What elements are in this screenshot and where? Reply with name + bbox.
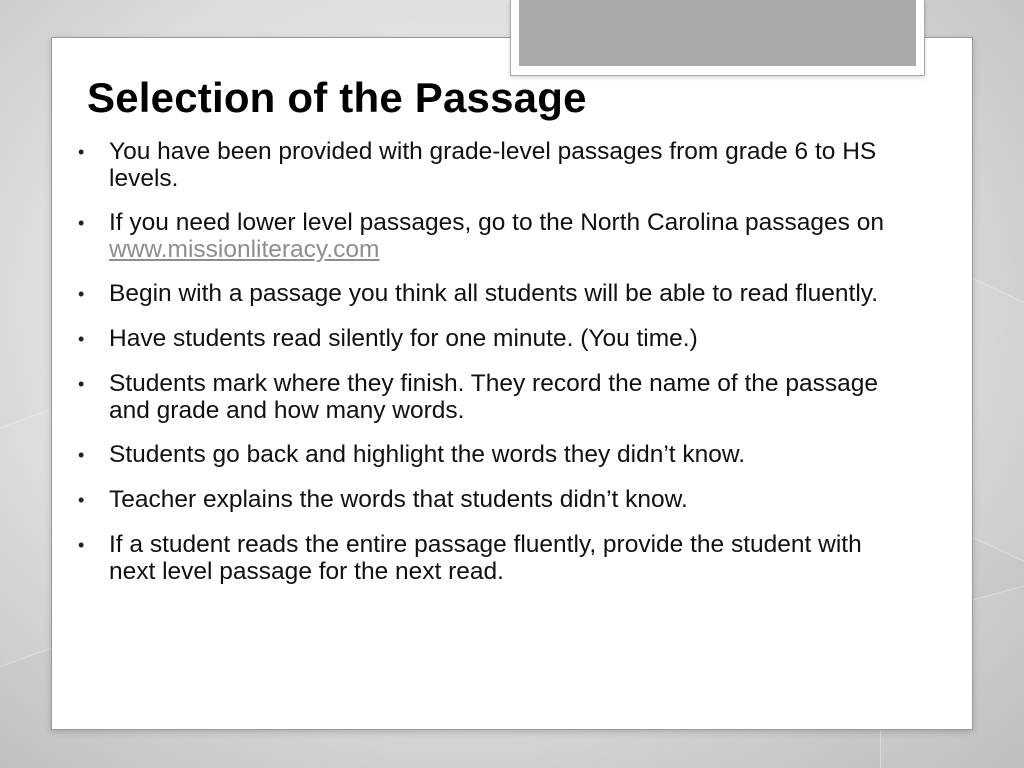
bullet-marker: •: [78, 329, 85, 349]
bullet-list: [74, 138, 914, 602]
bullet-marker: •: [78, 284, 85, 304]
slide-header-tab: [510, 0, 925, 76]
bullet-item: [74, 486, 914, 514]
bullet-marker: •: [78, 213, 85, 233]
bullet-item: [74, 325, 914, 353]
slide-header-tab-fill: [519, 0, 916, 66]
bullet-text: [109, 209, 899, 263]
slide-title: Selection of the Passage: [87, 74, 587, 121]
bullet-text-prefix: If you need lower level passages, go to the North Carolina passages on: [109, 209, 884, 236]
bullet-text: You have been provided with grade-level passages from grade 6 to HS levels.: [109, 138, 877, 192]
missionliteracy-link[interactable]: www.missionliteracy.com: [109, 236, 380, 263]
bullet-text: If a student reads the entire passage fluently, provide the student with next level passage for the next read.: [109, 531, 862, 585]
bullet-item: [74, 138, 914, 192]
bullet-item: [74, 531, 914, 585]
bullet-item: [74, 441, 914, 469]
bullet-item: [74, 370, 914, 424]
bullet-text: Begin with a passage you think all students will be able to read fluently.: [109, 280, 879, 307]
bullet-marker: •: [78, 374, 85, 394]
bullet-item: [74, 280, 914, 308]
bullet-text: Students mark where they finish. They record the name of the passage and grade and how many words.: [109, 370, 878, 424]
bullet-marker: •: [78, 142, 85, 162]
bullet-item: [74, 209, 914, 263]
bullet-marker: •: [78, 535, 85, 555]
bullet-text: Students go back and highlight the words they didn’t know.: [109, 441, 746, 468]
bullet-marker: •: [78, 445, 85, 465]
bullet-text: Have students read silently for one minute. (You time.): [109, 325, 698, 352]
bullet-marker: •: [78, 490, 85, 510]
bullet-text: Teacher explains the words that students didn’t know.: [109, 486, 688, 513]
